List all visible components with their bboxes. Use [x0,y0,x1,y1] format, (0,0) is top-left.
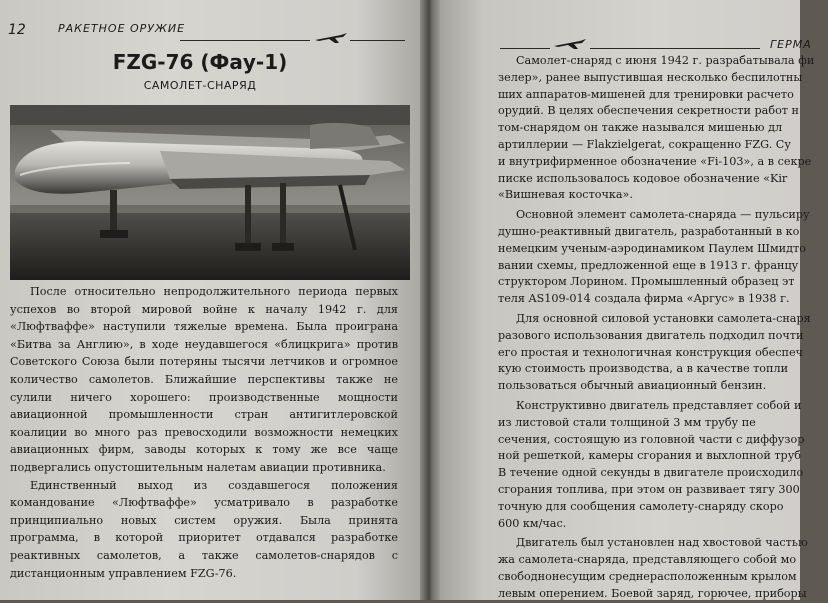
plane-icon [313,28,349,46]
text-line: Двигатель был установлен над хвостовой частью [516,536,808,550]
text-line: разового использования двигатель подходил почти [498,328,804,342]
text-line: Конструктивно двигатель представляет собой и [516,398,802,412]
text-line: вании схемы, предложенной еще в 1913 г. францу [498,258,799,272]
text-line: немецким ученым-аэродинамиком Паулем Шмидто [498,241,806,255]
text-line: сечения, состоящую из головной части с диффузор [498,432,805,446]
text-line: и внутрифирменное обозначение «Fi-103», а в секре [498,154,812,168]
text-line: теля AS109-014 создала фирма «Аргус» в 1938 г. [498,292,790,306]
text-line: писке использовалось кодовое обозначение «Kir [498,171,788,185]
paragraph: После относительно непродолжительного периода первых успехов во второй мировой войне к началу 1942 г. для «Люфтваффе» наступили тяжелые времена. Была проиграна «Битва за Англию», в ходе неудавшегося «блицкрига» против Советского Союза были потеряны тысячи летчиков и огромное количество самолетов. Ближайшие перспективы также не сулили ничего хорошего: производственные мощности авиационной промышленности стран антигитлеровской коалиции во много раз превосходили возможности немецких авиационных фирм, заводы которых к тому же все чаще подвергались опустошительным налетам авиации противника. [10,285,398,474]
header-rule-left [500,48,550,49]
page-number: 12 [8,22,26,38]
text-line: душно-реактивный двигатель, разработанный в ко [498,224,800,238]
text-line: жа самолета-снаряда, представляющего собой мо [498,553,797,567]
text-line: Для основной силовой установки самолета-снаря [516,311,811,325]
text-line: Основной элемент самолета-снаряда — пульсиру [516,208,810,222]
right-body-text [498,53,828,603]
text-line: «Вишневая косточка». [498,188,633,202]
running-head-left: РАКЕТНОЕ ОРУЖИЕ [58,22,186,35]
text-line: точную для сообщения самолету-снаряду скоро [498,499,784,513]
text-line: 600 км/час. [498,516,567,530]
aircraft-photo [10,105,410,280]
paragraph: Единственный выход из создавшегося положения командование «Люфтваффе» усматривало в разработке принципиально новых систем оружия. Была принята программа, в которой приоритет отдавался разработке реактивных самолетов, а также самолетов-снарядов с дистанционным управлением FZG-76. [10,478,398,580]
text-line: из листовой стали толщиной 3 мм трубу пе [498,415,756,429]
text-line: том-снарядом он также назывался мишенью дл [498,121,783,135]
text-line: ших аппаратов-мишеней для тренировки расчето [498,87,794,101]
plane-icon [552,34,588,52]
running-head-right: ГЕРМА [770,38,812,51]
text-line: сгорания топлива, при этом он развивает тягу 300 [498,482,800,496]
header-rule-left [180,40,310,41]
text-line: артиллерии — Flakzielgerat, сокращенно FZG. Су [498,137,791,151]
text-line: В течение одной секунды в двигателе происходило [498,466,804,480]
book-spine [420,0,440,600]
text-line: Самолет-снаряд с июня 1942 г. разрабатывала фи [516,54,815,67]
header-rule-right [350,40,405,41]
text-line: левым оперением. Боевой заряд, горючее, приборы [498,586,807,600]
text-line: орудий. В целях обеспечения секретности работ н [498,104,800,118]
text-line: ной решеткой, камеры сгорания и выхлопной труб [498,449,802,463]
text-line: свободнонесущим среднерасположенным крылом [498,569,797,583]
header-rule-right [590,48,760,49]
left-body-text [10,283,398,582]
text-line: зелер», ранее выпустившая несколько беспилотны [498,70,803,84]
text-line: его простая и технологичная конструкция обеспеч [498,345,803,359]
text-line: кую стоимость производства, а в качестве топли [498,362,789,376]
page-subtitle: САМОЛЕТ-СНАРЯД [143,79,257,92]
text-line: структором Лорином. Промышленный образец эт [498,275,795,289]
page-title: FZG-76 (Фау-1) [112,50,288,74]
text-line: пользоваться обычный авиационный бензин. [498,379,767,393]
